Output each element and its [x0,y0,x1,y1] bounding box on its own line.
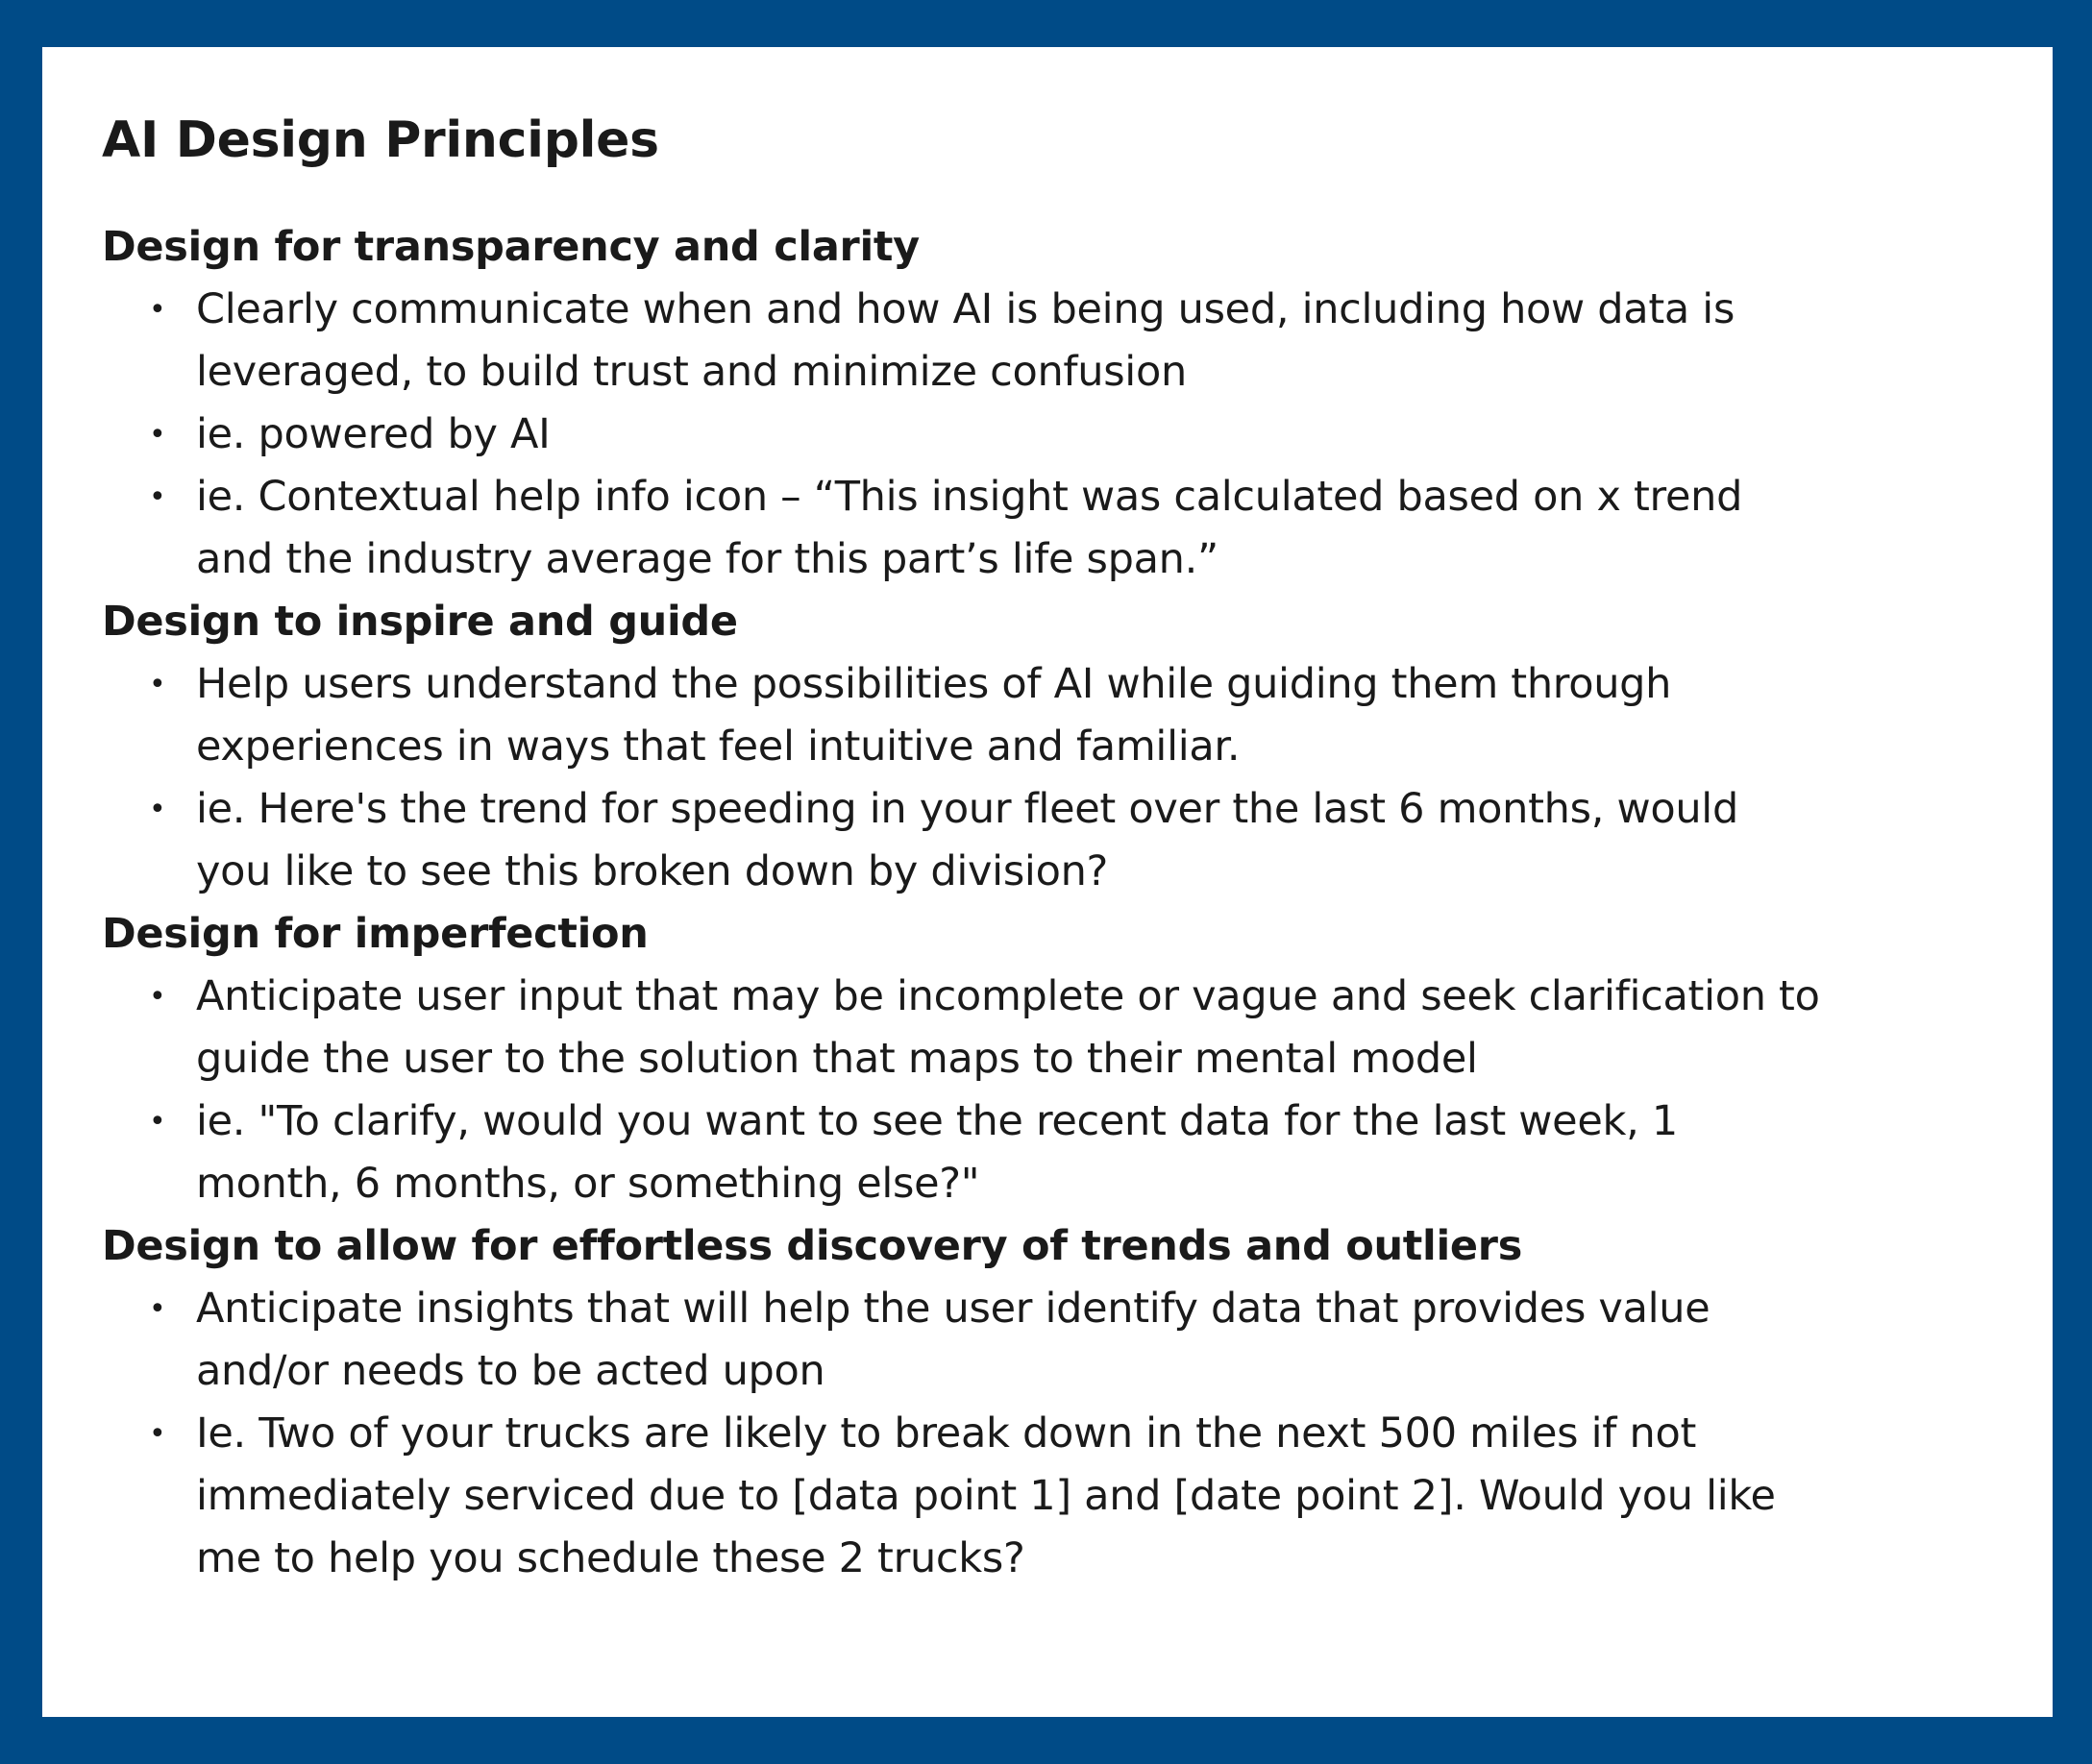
bullet-icon: • [149,668,166,702]
list-item-text: ie. Contextual help info icon – “This insight was calculated based on x trend and the industry average for this part’s life span.” [196,473,1743,584]
section-heading: Design for imperfection [102,910,649,959]
list-item-text: ie. powered by AI [196,410,551,459]
list-item-text: Clearly communicate when and how AI is being used, including how data is leveraged, to build trust and minimize confusion [196,285,1735,397]
bullet-list [102,966,2053,1215]
bullet-icon: • [149,793,166,827]
list-item [102,1403,1824,1590]
section-heading: Design for transparency and clarity [102,223,920,272]
list-item-text: ie. Here's the trend for speeding in your fleet over the last 6 months, would you like to see this broken down by division? [196,785,1738,896]
bullet-icon: • [149,1105,166,1139]
section-heading: Design to allow for effortless discovery of trends and outliers [102,1222,1522,1271]
list-item [102,966,1824,1090]
list-item [102,466,1824,591]
section-heading: Design to inspire and guide [102,598,738,647]
list-item-text: Help users understand the possibilities of AI while guiding them through experiences in ways that feel intuitive and familiar. [196,660,1672,772]
bullet-icon: • [149,1292,166,1327]
list-item-text: ie. "To clarify, would you want to see the recent data for the last week, 1 month, 6 months, or something else?" [196,1097,1678,1209]
bullet-icon: • [149,293,166,328]
list-item [102,1278,1824,1403]
list-item [102,404,1824,466]
page-title: AI Design Principles [102,111,659,169]
document-panel [42,47,2053,1717]
list-item [102,653,1824,778]
section-discovery [102,1215,2053,1590]
section-imperfection [102,903,2053,1215]
bullet-icon: • [149,980,166,1015]
section-transparency [102,216,2053,591]
bullet-icon: • [149,1417,166,1452]
bullet-icon: • [149,418,166,453]
list-item-text: Ie. Two of your trucks are likely to break down in the next 500 miles if not immediately serviced due to [data point 1] and [date point 2]. Would you like me to help you schedule these 2 trucks? [196,1409,1776,1583]
bullet-icon: • [149,480,166,515]
section-inspire [102,591,2053,903]
list-item [102,279,1824,404]
list-item [102,778,1824,903]
bullet-list [102,1278,2053,1590]
bullet-list [102,653,2053,903]
list-item-text: Anticipate user input that may be incomplete or vague and seek clarification to guide the user to the solution that maps to their mental model [196,972,1820,1084]
list-item [102,1090,1824,1215]
list-item-text: Anticipate insights that will help the user identify data that provides value and/or needs to be acted upon [196,1285,1711,1396]
bullet-list [102,279,2053,591]
